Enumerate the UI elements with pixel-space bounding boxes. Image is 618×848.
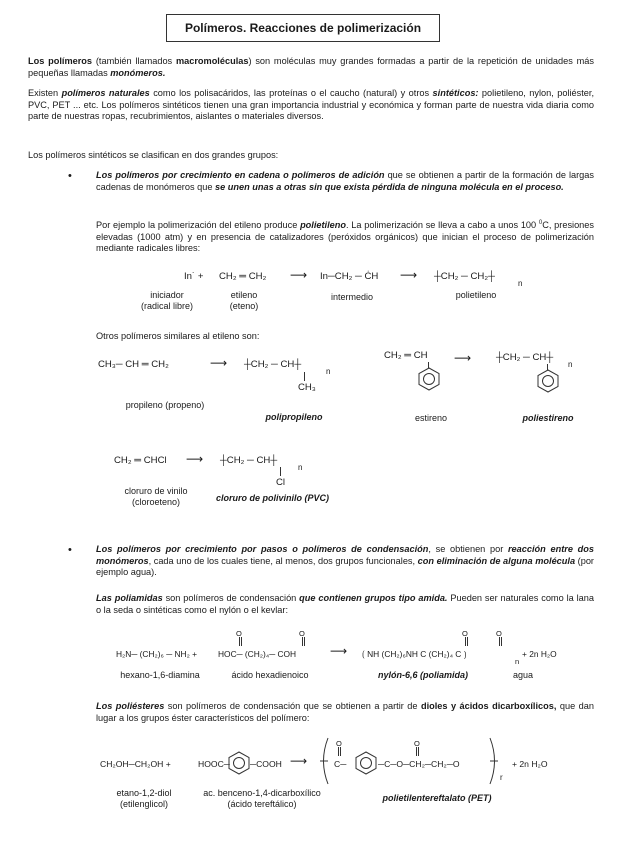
adipic-acid-formula: HOC─ (CH₂)₄─ COH (218, 649, 297, 659)
reaction-arrow: ⟶ (400, 268, 418, 282)
text: (etilenglicol) (119, 799, 169, 809)
degree-sup: 0 (538, 220, 543, 226)
polyethylene-formula: ┼CH₂ ─ CH₂┼ (434, 271, 495, 282)
text: que se obtienen a partir de la formación de largas cadenas de monómeros que (96, 170, 594, 192)
label-pvc: cloruro de polivinilo (PVC) (216, 493, 330, 503)
intro-paragraph-1 (28, 56, 594, 79)
text: cloruro de vinilo (124, 486, 188, 496)
text: que dan lugar a los grupos éster característicos del polímero: (96, 701, 594, 723)
terephthalic-acid-right: ─COOH (250, 759, 282, 769)
text: iniciador (150, 290, 184, 300)
label-acido-tereftalico (192, 788, 332, 810)
text: (por ejemplo agua). (96, 555, 594, 578)
carbonyl-oxygen: O (336, 739, 342, 748)
text: son polímeros de condensación que se obtienen a partir de (164, 701, 421, 711)
reaction-arrow: ⟶ (186, 452, 204, 466)
page-title: Polímeros. Reacciones de polimerización (166, 14, 440, 42)
addition-paragraph-2 (96, 218, 594, 255)
bond-line (304, 372, 305, 381)
pet-carbonyl-left: C─ (334, 759, 347, 769)
reaction-arrow: ⟶ (330, 644, 348, 658)
term-macromoleculas: macromoléculas (175, 56, 249, 66)
pvc-formula: ┼CH₂ ─ CH┼ (220, 455, 278, 466)
right-parenthesis (488, 736, 500, 786)
vinyl-chloride-formula: CH₂ ═ CHCl (114, 455, 167, 466)
term-poliesteres: Los poliésteres (96, 701, 165, 711)
bullet: • (68, 544, 72, 556)
double-bond (338, 747, 341, 756)
carbonyl-oxygen: O (236, 629, 242, 638)
condensation-paragraph-1 (96, 544, 594, 579)
label-hexanodiamina: hexano-1,6-diamina (120, 670, 200, 680)
text: (eteno) (229, 301, 259, 311)
label-etanodiol (104, 788, 184, 810)
text: Por ejemplo la polimerización del etileno produce (96, 220, 301, 231)
text: como los polisacáridos, las proteínas o el caucho (natural) y otros (149, 88, 433, 98)
polypropylene-formula: ┼CH₂ ─ CH┼ (244, 359, 302, 370)
condensation-paragraph-3 (96, 701, 594, 724)
bond-line (280, 467, 281, 476)
water-formula: + 2n H₂O (512, 759, 548, 769)
label-poliestireno: poliestireno (522, 413, 574, 423)
label-intermedio: intermedio (330, 292, 374, 302)
intro-paragraph-3: Los polímeros sintéticos se clasifican en dos grandes grupos: (28, 150, 279, 160)
term-dioles: dioles y ácidos dicarboxílicos, (420, 701, 557, 711)
benzene-ring-icon (228, 751, 250, 775)
benzene-ring-icon (355, 751, 377, 775)
ethylene-formula: CH₂ ═ CH₂ (219, 271, 267, 282)
nylon-formula: ⟮ NH (CH₂)₆NH C (CH₂)₄ C ⟯ (362, 649, 467, 659)
double-bond (416, 747, 419, 756)
term-adicion: Los polímeros por crecimiento en cadena o polímeros de adición (96, 170, 385, 180)
text: . La polimerización se lleva a cabo a unos 100 (346, 220, 539, 231)
label-estireno: estireno (414, 413, 448, 423)
label-pet: polietilentereftalato (PET) (382, 793, 492, 803)
text: (cloroeteno) (131, 497, 181, 507)
double-bond (465, 637, 468, 646)
label-cloruro-vinilo (106, 486, 206, 508)
text: etileno (230, 290, 258, 300)
text: ) son moléculas muy grandes formadas a partir de la repetición de unidades más pequeñas llamadas (28, 56, 595, 78)
addition-paragraph-3: Otros polímeros similares al etileno son: (96, 331, 260, 341)
propylene-formula: CH₃─ CH ═ CH₂ (98, 359, 169, 370)
label-polipropileno: polipropileno (265, 412, 323, 422)
text: (ácido tereftálico) (227, 799, 297, 809)
double-bond (499, 637, 502, 646)
text: (también llamados (92, 56, 176, 66)
term-condensacion: Los polímeros por crecimiento por pasos o polímeros de condensación (96, 544, 429, 554)
initiator-formula: In˙ + (184, 271, 204, 282)
carbonyl-oxygen: O (414, 739, 420, 748)
term-sinteticos: sintéticos: (432, 88, 479, 98)
text: ac. benceno-1,4-dicarboxílico (203, 788, 321, 798)
term-eliminacion: con eliminación de alguna molécula (417, 555, 576, 566)
addition-paragraph-1 (96, 170, 594, 193)
subscript-n: n (515, 657, 520, 666)
reaction-arrow: ⟶ (454, 351, 472, 365)
text: (radical libre) (140, 301, 193, 311)
term-monomeros: monómeros. (110, 67, 166, 78)
subscript-n: n (298, 463, 303, 472)
double-bond (239, 637, 242, 646)
carbonyl-oxygen: O (299, 629, 305, 638)
label-nylon: nylón-6,6 (poliamida) (377, 670, 468, 680)
subscript-n: n (326, 367, 331, 376)
subscript-n: n (568, 360, 573, 369)
text: , cada uno de los cuales tiene, al menos, dos grupos funcionales, (148, 555, 418, 566)
water-formula: + 2n H₂O (522, 649, 557, 659)
text: son polímeros de condensación (162, 593, 300, 603)
bullet: • (68, 170, 72, 182)
intro-paragraph-2 (28, 88, 594, 123)
text: etano-1,2-diol (116, 788, 172, 798)
text: Existen (28, 88, 62, 98)
label-acido-hexadienoico: ácido hexadienoico (231, 670, 309, 680)
double-bond (302, 637, 305, 646)
diamine-formula: H₂N─ (CH₂)₆ ─ NH₂ + (116, 649, 198, 659)
reaction-arrow: ⟶ (210, 356, 228, 370)
carbonyl-oxygen: O (462, 629, 468, 638)
label-etileno (224, 290, 264, 312)
term-reaccion: reacción entre dos monómeros (96, 544, 594, 566)
intermediate-formula: In─CH₂ ─ ĊH (320, 271, 379, 282)
reaction-arrow: ⟶ (290, 754, 308, 768)
condensation-paragraph-2 (96, 593, 594, 616)
benzene-ring-icon (418, 367, 440, 391)
subscript-n: n (518, 279, 523, 288)
pet-ester-chain: ─C─O─CH₂─CH₂─O (378, 759, 460, 769)
label-polietileno: polietileno (455, 290, 497, 300)
reaction-arrow: ⟶ (290, 268, 308, 282)
term-naturales: polímeros naturales (61, 88, 150, 98)
text: , se obtienen por (428, 544, 508, 554)
label-iniciador (137, 290, 197, 312)
text: C, presiones elevadas (1000 atm) y en presencia de catalizadores (peróxidos orgánicos) que inician el proceso de polimerización mediante radicales libres: (96, 220, 594, 254)
term-poliamidas: Las poliamidas (96, 593, 163, 603)
ethylene-glycol-formula: CH₂OH─CH₂OH + (100, 759, 171, 769)
text: Pueden ser naturales como la lana o la seda o sintéticas como el nylón o el kevlar: (96, 593, 594, 615)
benzene-ring-icon (537, 369, 559, 393)
term-amida: que contienen grupos tipo amida. (299, 593, 448, 603)
label-propileno: propileno (propeno) (125, 400, 205, 410)
text: polietileno, nylon, poliéster, PVC, PET ... etc. Los polímeros sintéticos tienen una gran importancia industrial y económica y forman parte de nuestra vida diaria como parte de nuestras ropas, recubrimientos, aislantes o materiales diversos. (28, 88, 595, 122)
terephthalic-acid-left: HOOC─ (198, 759, 230, 769)
label-agua: agua (512, 670, 534, 680)
term-polimeros: Los polímeros (28, 56, 93, 66)
methyl-group: CH₃ (298, 382, 316, 393)
left-parenthesis (318, 736, 330, 786)
term-sin-perdida: se unen unas a otras sin que exista pérdida de ninguna molécula en el proceso. (215, 181, 564, 192)
subscript-r: r (500, 773, 503, 782)
carbonyl-oxygen: O (496, 629, 502, 638)
chlorine-atom: Cl (276, 477, 286, 488)
term-polietileno: polietileno (300, 220, 346, 231)
styrene-formula: CH₂ ═ CH (384, 350, 428, 361)
polystyrene-formula: ┼CH₂ ─ CH┼ (496, 352, 554, 363)
